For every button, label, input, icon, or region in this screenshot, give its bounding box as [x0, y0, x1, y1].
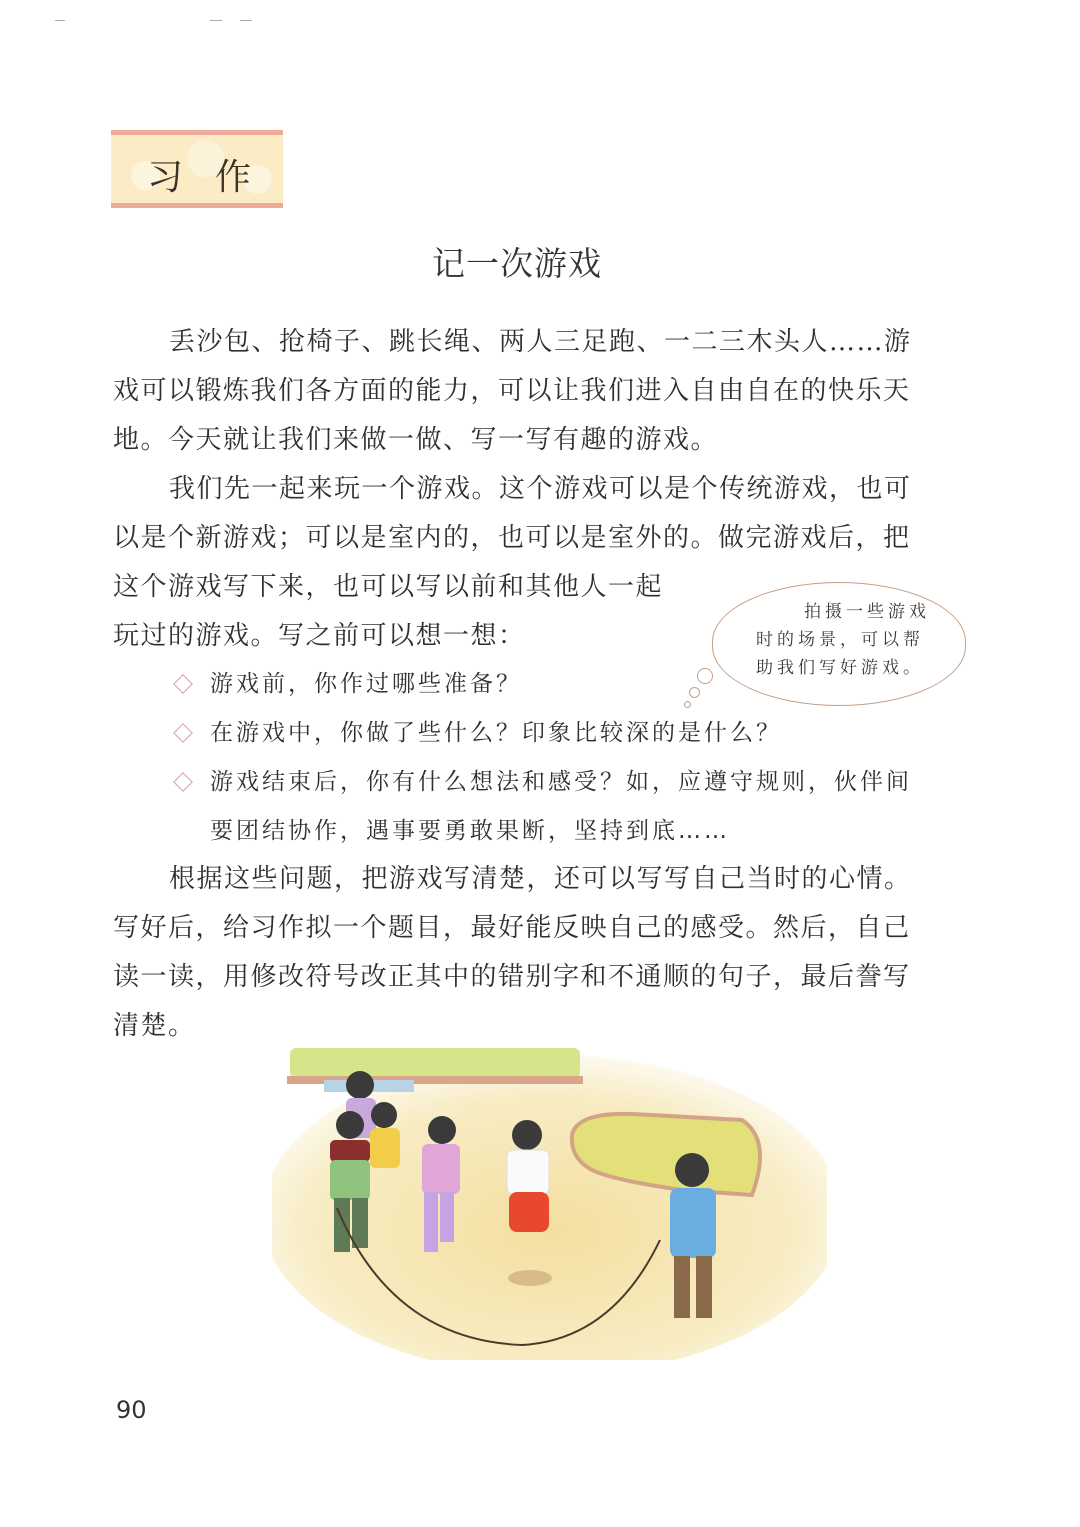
instruction-line-2: 以是个新游戏；可以是室内的，也可以是室外的。做完游戏后，把: [113, 523, 911, 553]
question-text: 游戏结束后，你有什么想法和感受？如，应遵守规则，伙伴间要团结协作，遇事要勇敢果断，坚持到底……: [210, 769, 912, 844]
instruction-line-3: 这个游戏写下来，也可以写以前和其他人一起: [113, 572, 664, 602]
lesson-title: 记一次游戏: [432, 244, 602, 283]
section-tag-char-1: 习: [147, 157, 184, 198]
scan-artifact: [210, 20, 222, 21]
jump-rope-illustration: [272, 1040, 827, 1360]
question-text: 游戏前，你作过哪些准备？: [210, 671, 522, 697]
question-item: [172, 709, 932, 758]
children-jump-rope-image: [272, 1040, 827, 1360]
page-number: 90: [116, 1396, 147, 1424]
section-tag-char-2: 作: [215, 157, 252, 198]
diamond-icon: [173, 723, 193, 743]
diamond-icon: [173, 674, 193, 694]
question-item: [172, 758, 930, 856]
tip-line-1: 拍摄一些游戏: [804, 602, 930, 622]
intro-paragraph: 丢沙包、抢椅子、跳长绳、两人三足跑、一二三木头人……游戏可以锻炼我们各方面的能力，可以让我们进入自由自在的快乐天地。今天就让我们来做一做、写一写有趣的游戏。: [113, 327, 912, 455]
section-tag-xizuo: [111, 130, 283, 208]
scan-artifact: [55, 20, 65, 21]
question-list: [172, 660, 932, 856]
tip-line-2: 时的场景，可以帮: [756, 630, 924, 650]
diamond-icon: [173, 772, 193, 792]
closing-paragraph: 根据这些问题，把游戏写清楚，还可以写写自己当时的心情。写好后，给习作拟一个题目，最好能反映自己的感受。然后，自己读一读，用修改符号改正其中的错别字和不通顺的句子，最后誊写清楚。: [113, 864, 912, 1041]
question-item: [172, 660, 932, 709]
instruction-line-4: 玩过的游戏。写之前可以想一想：: [113, 621, 526, 651]
scan-artifact: [240, 20, 252, 21]
tip-line-3: 助我们写好游戏。: [756, 658, 924, 678]
instruction-line-1: 我们先一起来玩一个游戏。这个游戏可以是个传统游戏，也可: [169, 474, 912, 504]
question-text: 在游戏中，你做了些什么？印象比较深的是什么？: [210, 720, 782, 746]
